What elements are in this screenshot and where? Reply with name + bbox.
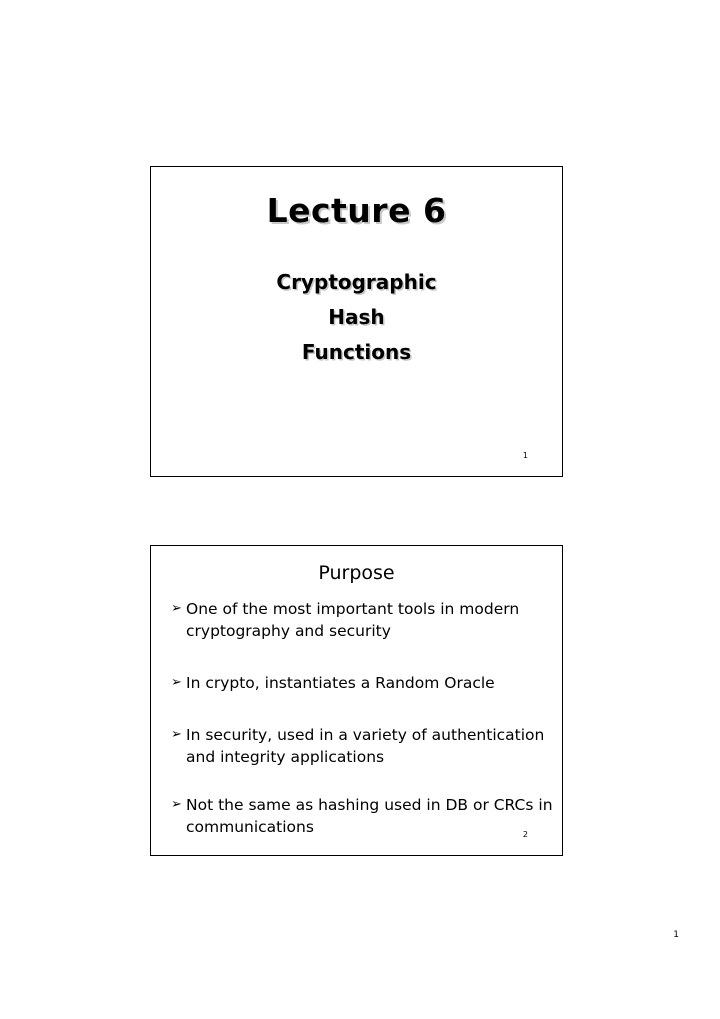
bullet-text: In security, used in a variety of authentication and integrity applications [186,726,545,766]
bullet-item [171,724,554,768]
slide-2 [150,545,563,856]
bullet-text: Not the same as hashing used in DB or CRCs in communications [186,796,553,836]
lecture-title: Lecture 6 [266,191,447,230]
bullet-text: One of the most important tools in modern cryptography and security [186,600,520,640]
slide-number: 1 [522,451,528,460]
bullet-text: In crypto, instantiates a Random Oracle [186,674,495,692]
subtitle-line: Cryptographic [276,270,437,294]
subtitle-line: Hash [328,305,385,329]
slide-number: 2 [522,830,528,839]
arrowhead-bullet-icon: ➢ [171,601,182,616]
arrowhead-bullet-icon: ➢ [171,797,182,812]
subtitle-line: Functions [301,340,412,364]
slide-heading: Purpose [318,562,395,584]
page-number: 1 [673,930,679,940]
lecture-subtitle [151,265,562,370]
bullet-item [171,794,554,838]
arrowhead-bullet-icon: ➢ [171,675,182,690]
slide-1 [150,166,563,477]
bullet-list [171,598,554,868]
bullet-item [171,672,554,694]
arrowhead-bullet-icon: ➢ [171,727,182,742]
bullet-item [171,598,554,642]
